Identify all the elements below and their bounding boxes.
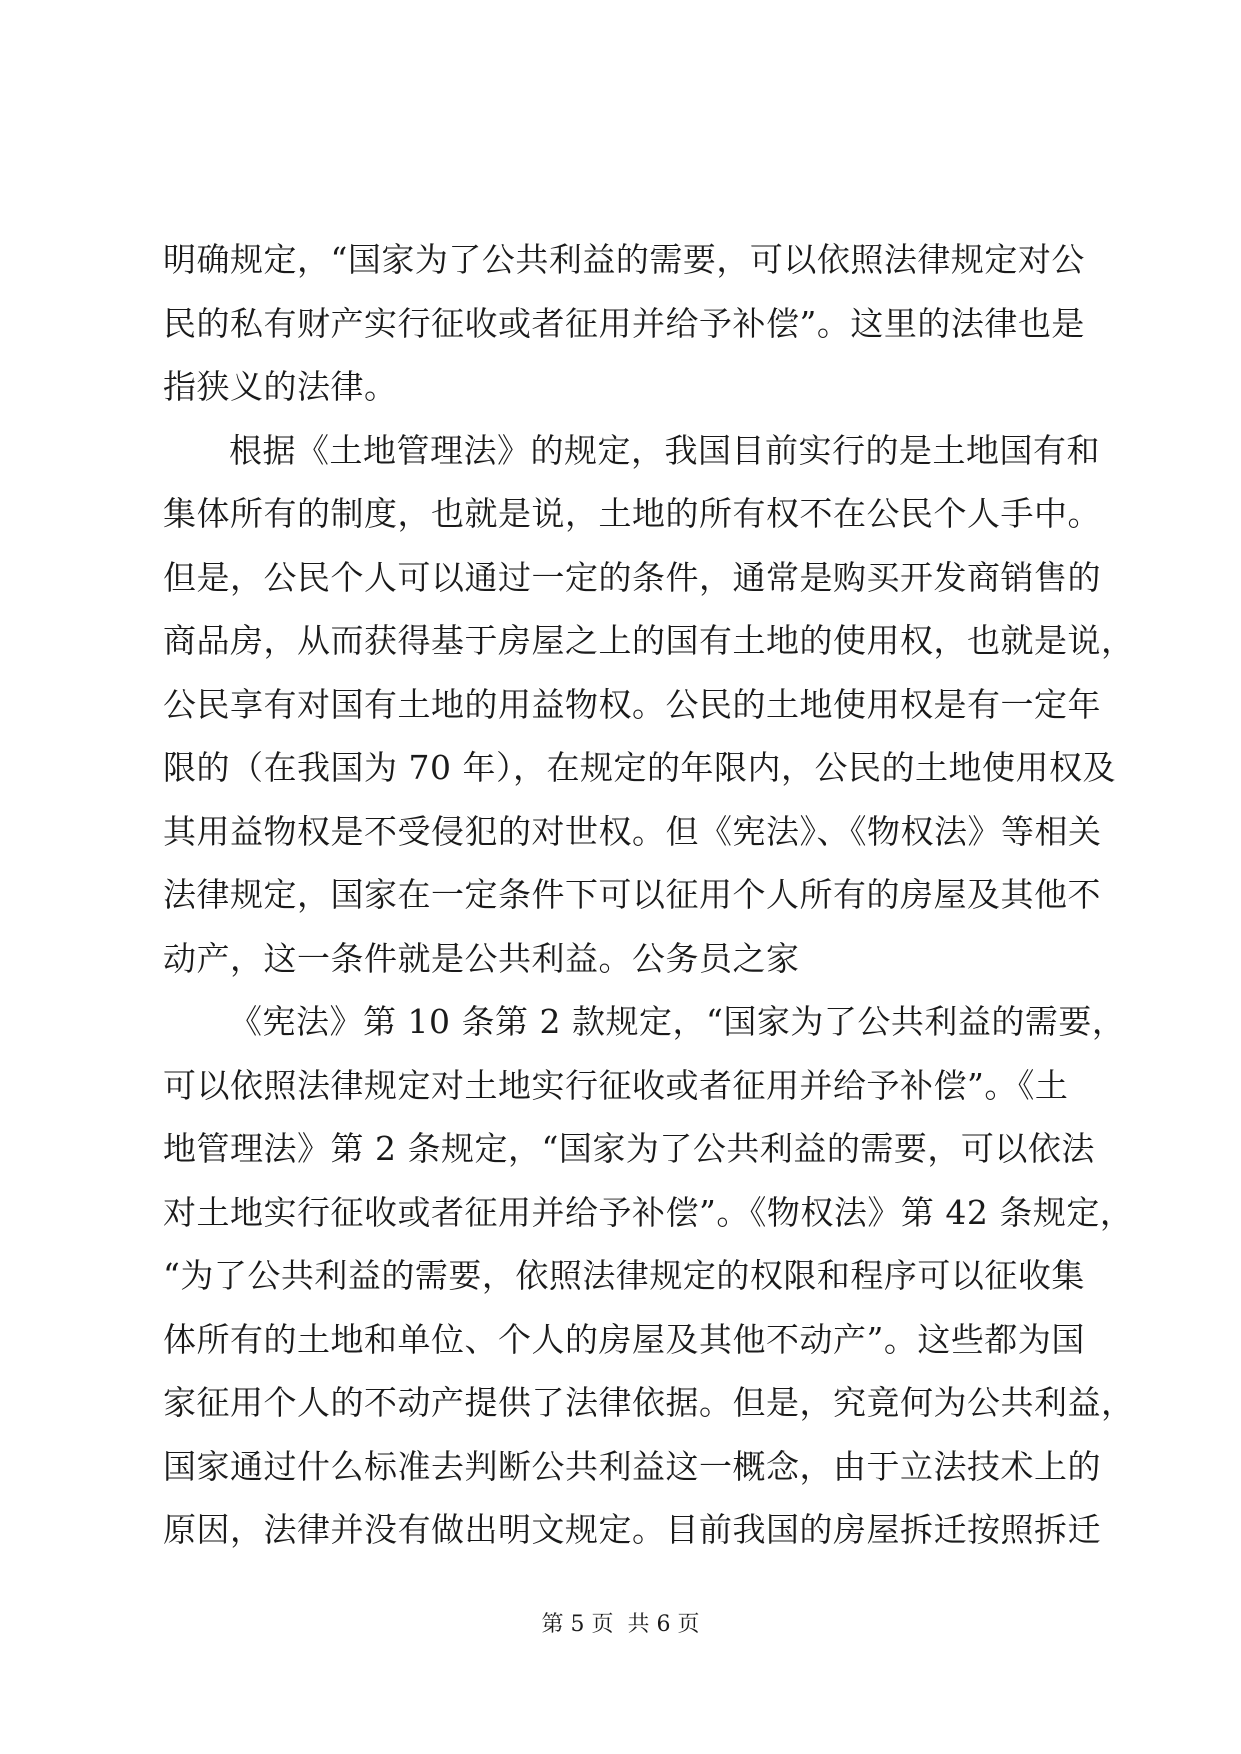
text-line: 对土地实行征收或者征用并给予补偿”。《物权法》第 42 条规定， <box>163 1192 1134 1232</box>
paragraph-start-line: 《宪法》第 10 条第 2 款规定，“国家为了公共利益的需要， <box>229 1002 1126 1041</box>
text-line: 限的（在我国为 70 年），在规定的年限内，公民的土地使用权及 <box>163 748 1116 787</box>
text-line: 集体所有的制度，也就是说，土地的所有权不在公民个人手中。 <box>163 494 1101 533</box>
page-total: 共 6 页 <box>627 1612 700 1637</box>
text-line: 国家通过什么标准去判断公共利益这一概念，由于立法技术上的 <box>163 1446 1101 1486</box>
text-line: 可以依照法律规定对土地实行征收或者征用并给予补偿”。《土 <box>163 1065 1069 1105</box>
body-text <box>163 228 1135 1562</box>
text-line: 明确规定，“国家为了公共利益的需要，可以依照法律规定对公 <box>163 240 1085 279</box>
text-line: 动产，这一条件就是公共利益。公务员之家 <box>163 938 800 978</box>
text-line: 民的私有财产实行征收或者征用并给予补偿”。这里的法律也是 <box>163 303 1085 343</box>
text-line: 但是，公民个人可以通过一定的条件，通常是购买开发商销售的 <box>163 557 1101 597</box>
text-line: “为了公共利益的需要，依照法律规定的权限和程序可以征收集 <box>163 1256 1085 1295</box>
text-line: 公民享有对国有土地的用益物权。公民的土地使用权是有一定年 <box>163 684 1101 724</box>
text-line: 体所有的土地和单位、个人的房屋及其他不动产”。这些都为国 <box>163 1319 1085 1359</box>
text-line: 商品房，从而获得基于房屋之上的国有土地的使用权，也就是说， <box>163 621 1135 660</box>
text-line: 原因，法律并没有做出明文规定。目前我国的房屋拆迁按照拆迁 <box>163 1510 1101 1549</box>
text-line: 地管理法》第 2 条规定，“国家为了公共利益的需要，可以依法 <box>163 1129 1095 1168</box>
paragraph-start-line: 根据《土地管理法》的规定，我国目前实行的是土地国有和 <box>229 430 1100 470</box>
text-line: 指狭义的法律。 <box>163 367 398 406</box>
text-line: 家征用个人的不动产提供了法律依据。但是，究竟何为公共利益， <box>163 1383 1135 1422</box>
text-line: 法律规定，国家在一定条件下可以征用个人所有的房屋及其他不 <box>163 875 1101 914</box>
page-footer <box>0 1610 1241 1640</box>
text-line: 其用益物权是不受侵犯的对世权。但《宪法》、《物权法》等相关 <box>163 811 1102 851</box>
page-number: 第 5 页 <box>541 1612 614 1637</box>
